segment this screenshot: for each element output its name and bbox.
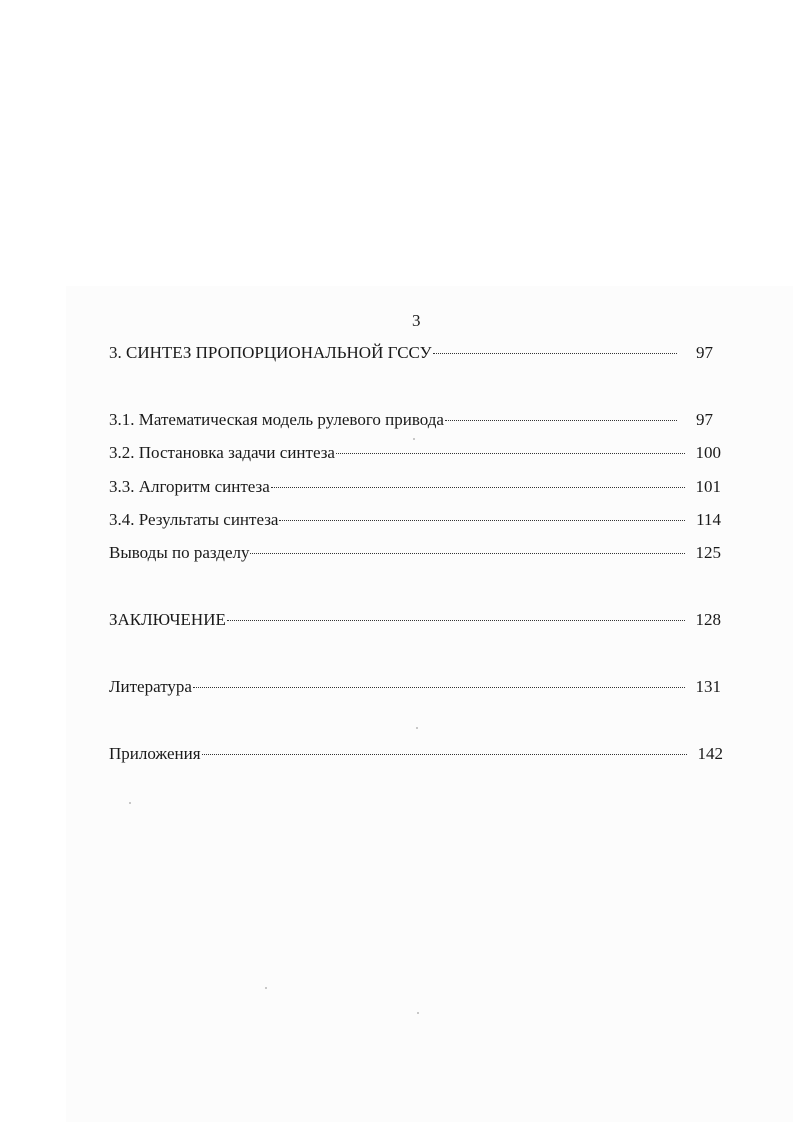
toc-dot-leader (227, 620, 685, 621)
toc-entry-references (109, 677, 721, 701)
toc-entry-page: 101 (695, 477, 721, 496)
toc-entry-section-3-4 (109, 510, 721, 534)
toc-entry-title: Выводы по разделу (109, 543, 250, 562)
toc-dot-leader (202, 754, 687, 755)
toc-entry-page: 97 (696, 410, 713, 429)
toc-entry-page: 97 (696, 343, 713, 362)
toc-entry-section-3-2 (109, 443, 721, 467)
toc-entry-page: 142 (697, 744, 723, 763)
page-number: 3 (412, 311, 421, 330)
toc-entry-title: 3.3. Алгоритм синтеза (109, 477, 270, 496)
toc-entry-title: 3.4. Результаты синтеза (109, 510, 279, 529)
toc-entry-title: Литература (109, 677, 192, 696)
toc-dot-leader (433, 353, 677, 354)
toc-dot-leader (445, 420, 677, 421)
scan-speck (265, 987, 267, 989)
toc-dot-leader (250, 553, 685, 554)
scan-speck (413, 438, 415, 440)
toc-entry-chapter-3 (109, 343, 713, 367)
toc-entry-chapter-conclusions (109, 543, 721, 567)
toc-entry-conclusion (109, 610, 721, 634)
toc-entry-appendices (109, 744, 723, 768)
toc-dot-leader (193, 687, 685, 688)
scan-speck (129, 802, 131, 804)
toc-entry-page: 100 (695, 443, 721, 462)
toc-entry-title: 3.2. Постановка задачи синтеза (109, 443, 335, 462)
toc-dot-leader (279, 520, 685, 521)
scan-speck (417, 1012, 419, 1014)
toc-dot-leader (271, 487, 685, 488)
toc-entry-title: 3.1. Математическая модель рулевого привода (109, 410, 444, 429)
toc-entry-page: 131 (695, 677, 721, 696)
toc-entry-title: 3. СИНТЕЗ ПРОПОРЦИОНАЛЬНОЙ ГССУ (109, 343, 432, 362)
toc-entry-section-3-3 (109, 477, 721, 501)
toc-dot-leader (336, 453, 685, 454)
toc-entry-page: 125 (695, 543, 721, 562)
toc-entry-title: ЗАКЛЮЧЕНИЕ (109, 610, 226, 629)
toc-entry-title: Приложения (109, 744, 201, 763)
scan-speck (416, 727, 418, 729)
toc-entry-section-3-1 (109, 410, 713, 434)
toc-entry-page: 128 (695, 610, 721, 629)
toc-entry-page: 114 (696, 510, 721, 529)
